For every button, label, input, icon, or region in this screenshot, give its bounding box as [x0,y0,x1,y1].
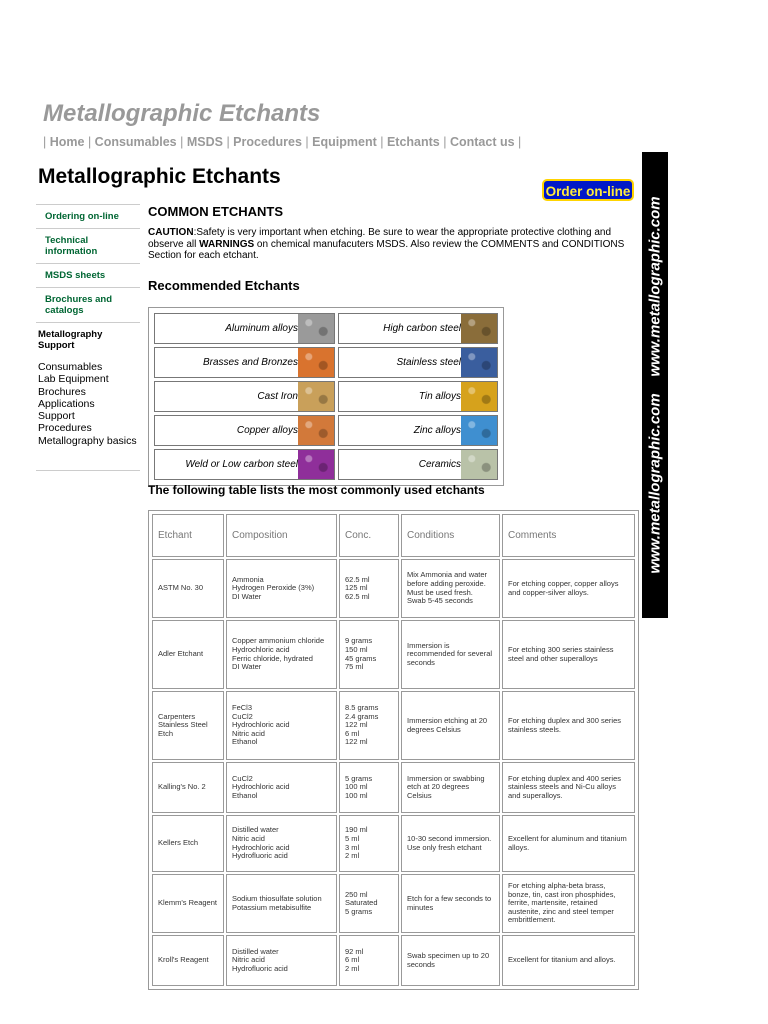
nav-contact-us[interactable]: Contact us [449,135,515,149]
recommended-alloy-label[interactable]: Ceramics [418,459,461,470]
micrograph-thumbnail[interactable] [298,314,334,343]
etchant-row [152,691,635,760]
etchant-etchant-cell: Klemm's Reagent [152,874,224,933]
etchant-conditions-cell: Immersion etching at 20 degrees Celsius [401,691,500,760]
support-link-brochures[interactable]: Brochures [38,385,86,398]
header-composition: Composition [226,514,337,557]
etchant-row [152,874,635,933]
recommended-cell[interactable] [154,313,335,344]
nav-consumables[interactable]: Consumables [94,135,177,149]
etchant-conditions-cell: Immersion is recommended for several seconds [401,620,500,689]
recommended-alloy-label[interactable]: Tin alloys [418,391,461,402]
sidebar-item-technical-information[interactable]: Technical information [36,228,140,263]
recommended-cell[interactable] [338,449,498,480]
recommended-row [154,415,498,446]
warnings-label: WARNINGS [199,238,255,250]
sidebar-item-brochures[interactable]: Brochures and catalogs [36,287,140,322]
etchants-table [148,510,639,990]
etchant-conc-cell: 8.5 grams 2.4 grams 122 ml 6 ml 122 ml [339,691,399,760]
recommended-cell[interactable] [154,449,335,480]
micrograph-thumbnail[interactable] [298,450,334,479]
recommended-cell[interactable] [338,347,498,378]
recommended-row [154,449,498,480]
etchant-comments-cell: Excellent for titanium and alloys. [502,935,635,986]
etchant-etchant-cell: Kalling's No. 2 [152,762,224,813]
etchant-composition-cell: Distilled water Nitric acid Hydrofluoric acid [226,935,337,986]
common-etchants-heading: COMMON ETCHANTS [148,204,284,219]
nav-msds[interactable]: MSDS [186,135,223,149]
page-title: Metallographic Etchants [38,165,281,188]
etchant-conditions-cell: Mix Ammonia and water before adding peroxide. Must be used fresh. Swab 5-45 seconds [401,559,500,618]
recommended-cell[interactable] [338,381,498,412]
etchant-comments-cell: For etching duplex and 300 series stainless steels. [502,691,635,760]
etchants-header-row [152,514,635,557]
etchant-conc-cell: 190 ml 5 ml 3 ml 2 ml [339,815,399,872]
recommended-cell[interactable] [154,347,335,378]
etchant-row [152,815,635,872]
etchant-row [152,762,635,813]
recommended-alloy-label[interactable]: Cast Iron [257,391,298,402]
recommended-etchants-table [148,307,504,486]
recommended-alloy-label[interactable]: High carbon steel [383,323,461,334]
nav-procedures[interactable]: Procedures [233,135,302,149]
etchant-conditions-cell: 10-30 second immersion. Use only fresh etchant [401,815,500,872]
etchant-table-intro: The following table lists the most commonly used etchants [148,483,485,497]
recommended-cell[interactable] [338,415,498,446]
micrograph-thumbnail[interactable] [298,382,334,411]
header-comments: Comments [502,514,635,557]
etchant-conditions-cell: Etch for a few seconds to minutes [401,874,500,933]
recommended-row [154,381,498,412]
etchant-conditions-cell: Immersion or swabbing etch at 20 degrees Celsius [401,762,500,813]
etchant-conc-cell: 250 ml Saturated 5 grams [339,874,399,933]
sidebar-support-title: Metallography Support [38,329,103,351]
support-link-applications[interactable]: Applications [38,397,95,410]
recommended-alloy-label[interactable]: Aluminum alloys [225,323,298,334]
etchant-etchant-cell: Adler Etchant [152,620,224,689]
sidebar-divider [36,470,140,472]
nav-equipment[interactable]: Equipment [312,135,377,149]
site-brand: Metallographic Etchants [43,100,321,127]
support-link-consumables[interactable]: Consumables [38,361,103,373]
etchant-composition-cell: FeCl3 CuCl2 Hydrochloric acid Nitric acid Ethanol [226,691,337,760]
recommended-alloy-label[interactable]: Zinc alloys [413,425,461,436]
support-link-lab-equipment[interactable]: Lab Equipment [38,373,109,386]
top-nav: | Home | Consumables | MSDS | Procedures | Equipment | Etchants | Contact us | [43,135,522,149]
support-link-support[interactable]: Support [38,410,75,423]
micrograph-thumbnail[interactable] [461,348,497,377]
recommended-etchants-heading: Recommended Etchants [148,277,300,293]
header-conc: Conc. [339,514,399,557]
recommended-cell[interactable] [154,381,335,412]
etchant-conc-cell: 92 ml 6 ml 2 ml [339,935,399,986]
etchant-row [152,559,635,618]
etchant-row [152,620,635,689]
header-etchant: Etchant [152,514,224,557]
recommended-cell[interactable] [338,313,498,344]
etchant-comments-cell: For etching 300 series stainless steel and other superalloys [502,620,635,689]
etchant-comments-cell: For etching duplex and 400 series stainless steels and Ni-Cu alloys and superalloys. [502,762,635,813]
micrograph-thumbnail[interactable] [298,348,334,377]
micrograph-thumbnail[interactable] [461,450,497,479]
vertical-url-banner[interactable] [642,152,668,618]
sidebar-item-ordering[interactable]: Ordering on-line [36,204,140,228]
support-link-procedures[interactable]: Procedures [38,422,92,435]
main-content [148,204,633,293]
etchant-conditions-cell: Swab specimen up to 20 seconds [401,935,500,986]
etchant-conc-cell: 5 grams 100 ml 100 ml [339,762,399,813]
micrograph-thumbnail[interactable] [298,416,334,445]
etchant-row [152,935,635,986]
etchant-comments-cell: For etching copper, copper alloys and copper-silver alloys. [502,559,635,618]
etchant-composition-cell: CuCl2 Hydrochloric acid Ethanol [226,762,337,813]
support-link-metallography-basics[interactable]: Metallography basics [38,434,137,447]
micrograph-thumbnail[interactable] [461,314,497,343]
caution-label: CAUTION [148,227,194,238]
etchant-etchant-cell: Kroll's Reagent [152,935,224,986]
etchant-composition-cell: Ammonia Hydrogen Peroxide (3%) DI Water [226,559,337,618]
etchant-composition-cell: Copper ammonium chloride Hydrochloric acid Ferric chloride, hydrated DI Water [226,620,337,689]
recommended-row [154,347,498,378]
sidebar-support-links [36,361,140,447]
micrograph-thumbnail[interactable] [461,416,497,445]
header-conditions: Conditions [401,514,500,557]
recommended-cell[interactable] [154,415,335,446]
caution-paragraph [148,227,633,262]
caution-text-continued: on chemical manufacuters MSDS. Also review the COMMENTS and CONDITIONS Section for each etchant. [148,238,625,262]
etchant-etchant-cell: ASTM No. 30 [152,559,224,618]
etchant-composition-cell: Distilled water Nitric acid Hydrochloric acid Hydrofluoric acid [226,815,337,872]
recommended-alloy-label[interactable]: Brasses and Bronzes [202,357,298,368]
recommended-alloy-label[interactable]: Weld or Low carbon steel [185,459,298,470]
nav-home[interactable]: Home [49,135,85,149]
recommended-alloy-label[interactable]: Stainless steel [396,357,461,368]
etchant-conc-cell: 62.5 ml 125 ml 62.5 ml [339,559,399,618]
sidebar-support-section [36,322,140,472]
etchant-etchant-cell: Carpenters Stainless Steel Etch [152,691,224,760]
micrograph-thumbnail[interactable] [461,382,497,411]
sidebar-item-msds-sheets[interactable]: MSDS sheets [36,263,140,287]
recommended-alloy-label[interactable]: Copper alloys [236,425,298,436]
etchant-comments-cell: Excellent for aluminum and titanium alloys. [502,815,635,872]
etchant-etchant-cell: Kellers Etch [152,815,224,872]
nav-etchants[interactable]: Etchants [386,135,440,149]
sidebar [36,204,140,472]
order-online-button[interactable]: Order on-line [542,179,634,201]
etchant-composition-cell: Sodium thiosulfate solution Potassium metabisulfite [226,874,337,933]
caution-text: :Safety is very important when etching. Be sure to wear the appropriate protective clothing and observe all [148,227,612,250]
banner-text: www.metallographic.com www.metallographic.com [646,196,664,574]
etchant-conc-cell: 9 grams 150 ml 45 grams 75 ml [339,620,399,689]
recommended-row [154,313,498,344]
etchant-comments-cell: For etching alpha-beta brass, bonze, tin, cast iron phosphides, ferrite, martensite, retained austenite, zinc and steel temper embrittlement. [502,874,635,933]
